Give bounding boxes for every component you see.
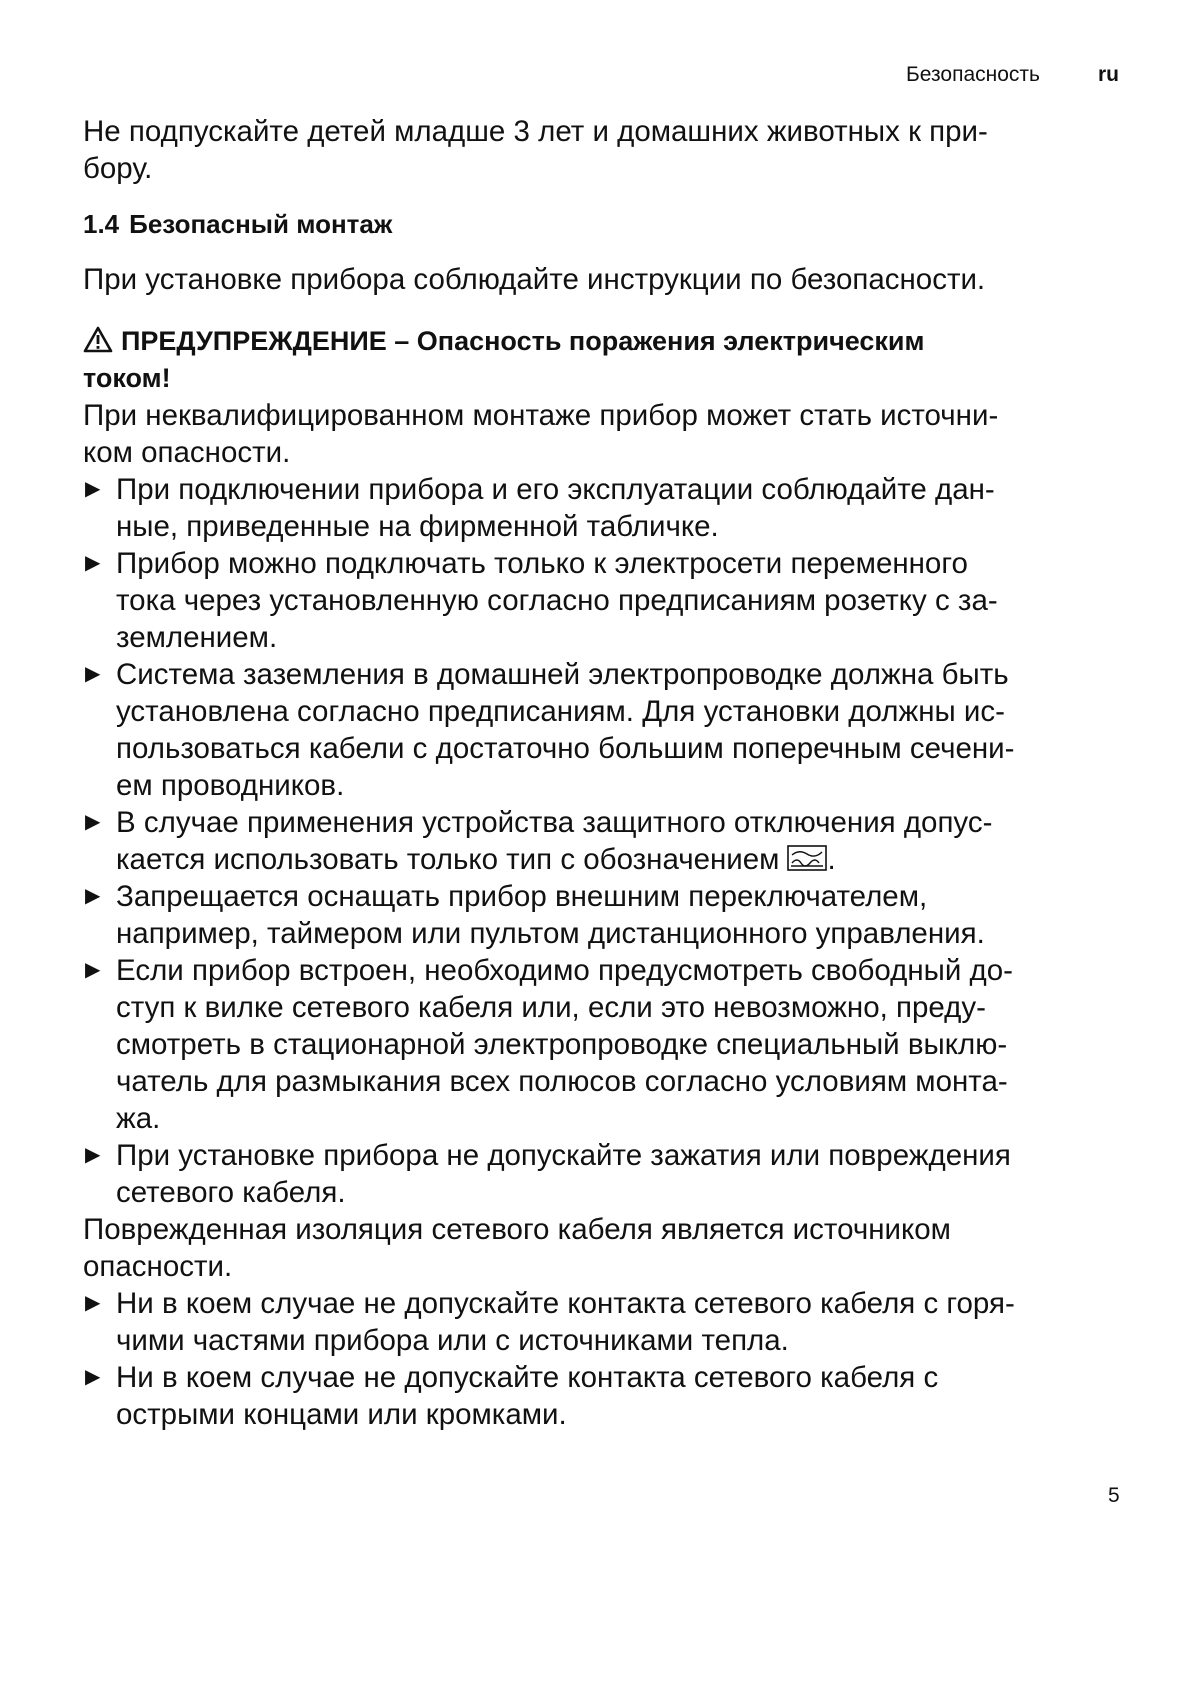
text-line (83, 1211, 1123, 1248)
text-line (83, 545, 1123, 582)
text-line (83, 508, 1123, 545)
line-text: Ни в коем случае не допускайте контакта сетевого кабеля с (116, 1361, 939, 1394)
line-text: острыми концами или кромками. (116, 1398, 567, 1431)
bullet-item (83, 1137, 1123, 1211)
text-line (83, 915, 1123, 952)
text-line (83, 1285, 1123, 1322)
text-line (83, 989, 1123, 1026)
text-line (83, 1137, 1123, 1174)
line-text: чими частями прибора или с источниками тепла. (116, 1324, 789, 1357)
bullet-item (83, 878, 1123, 952)
safety-content (83, 323, 1123, 1433)
line-text: сетевого кабеля. (116, 1176, 346, 1209)
bullet-item (83, 804, 1123, 878)
line-text: установлена согласно предписаниям. Для установки должны ис- (116, 695, 1005, 728)
install-paragraph (83, 261, 1123, 298)
section-number: 1.4 (83, 209, 120, 239)
line-text: Прибор можно подключать только к электросети переменного (116, 547, 968, 580)
line-text: ступ к вилке сетевого кабеля или, если это невозможно, преду- (116, 991, 986, 1024)
warning-triangle-icon (83, 326, 113, 363)
running-header-language: ru (1098, 63, 1119, 86)
paragraph (83, 1211, 1123, 1285)
paragraph (83, 397, 1123, 471)
text-line (83, 1174, 1123, 1211)
text-line (83, 952, 1123, 989)
line-text: смотреть в стационарной электропроводке специальный выклю- (116, 1028, 1008, 1061)
line-text: током! (83, 363, 171, 393)
text-line (83, 434, 1123, 471)
bullet-arrow-icon: ▶ (85, 1144, 101, 1166)
bullet-arrow-icon: ▶ (85, 1292, 101, 1314)
bullet-arrow-icon: ▶ (85, 552, 101, 574)
text-line (83, 582, 1123, 619)
line-text: При установке прибора не допускайте зажатия или повреждения (116, 1139, 1011, 1172)
text-line (83, 1322, 1123, 1359)
line-text: Запрещается оснащать прибор внешним переключателем, (116, 880, 928, 913)
text-line (83, 693, 1123, 730)
bullet-arrow-icon: ▶ (85, 478, 101, 500)
line-text: землением. (116, 621, 278, 654)
line-text: Поврежденная изоляция сетевого кабеля является источником (83, 1213, 951, 1246)
intro-paragraph (83, 113, 1123, 187)
line-text: При подключении прибора и его эксплуатации соблюдайте дан- (116, 473, 995, 506)
section-title: Безопасный монтаж (129, 209, 393, 239)
text-line (83, 360, 1123, 397)
text-line (83, 1359, 1123, 1396)
text-line (83, 1248, 1123, 1285)
line-text: пользоваться кабели с достаточно большим поперечным сечени- (116, 732, 1015, 765)
bullet-item (83, 545, 1123, 656)
text-line: При установке прибора соблюдайте инструкции по безопасности. (83, 263, 986, 296)
line-text: кается использовать только тип с обозначением (116, 843, 780, 876)
line-text: жа. (116, 1102, 161, 1135)
line-text: Система заземления в домашней электропроводке должна быть (116, 658, 1009, 691)
text-line (83, 1396, 1123, 1433)
bullet-item (83, 1285, 1123, 1359)
line-text: Ни в коем случае не допускайте контакта сетевого кабеля с горя- (116, 1287, 1015, 1320)
line-text: ем проводников. (116, 769, 345, 802)
line-text: ные, приведенные на фирменной табличке. (116, 510, 719, 543)
bullet-arrow-icon: ▶ (85, 811, 101, 833)
text-line (83, 471, 1123, 508)
bullet-arrow-icon: ▶ (85, 663, 101, 685)
text-line (83, 1026, 1123, 1063)
text-line: Не подпускайте детей младше 3 лет и домашних животных к при- (83, 115, 988, 148)
bullet-arrow-icon: ▶ (85, 959, 101, 981)
text-line (83, 656, 1123, 693)
text-line (83, 730, 1123, 767)
line-text: чатель для размыкания всех полюсов согласно условиям монта- (116, 1065, 1008, 1098)
text-line (83, 767, 1123, 804)
bullet-item (83, 656, 1123, 804)
text-line (83, 323, 1123, 360)
line-text: тока через установленную согласно предписаниям розетку с за- (116, 584, 998, 617)
bullet-item (83, 952, 1123, 1137)
warning-heading (83, 323, 1123, 397)
text-line (83, 804, 1123, 841)
line-text: В случае применения устройства защитного отключения допус- (116, 806, 993, 839)
text-line (83, 1100, 1123, 1137)
line-text: ком опасности. (83, 436, 291, 469)
page-number: 5 (1108, 1484, 1120, 1507)
rcd-type-symbol-icon (787, 843, 827, 880)
bullet-item (83, 471, 1123, 545)
text-line (83, 397, 1123, 434)
bullet-item (83, 1359, 1123, 1433)
text-line: бору. (83, 152, 153, 185)
line-text: Если прибор встроен, необходимо предусмотреть свободный до- (116, 954, 1013, 987)
bullet-arrow-icon: ▶ (85, 1366, 101, 1388)
text-line (83, 878, 1123, 915)
running-header-section: Безопасность (906, 63, 1040, 86)
line-text: . (827, 843, 836, 876)
text-line (83, 1063, 1123, 1100)
text-line (83, 619, 1123, 656)
line-text: например, таймером или пультом дистанционного управления. (116, 917, 985, 950)
line-text: опасности. (83, 1250, 233, 1283)
text-line (83, 841, 1123, 878)
line-text: При неквалифицированном монтаже прибор может стать источни- (83, 399, 999, 432)
bullet-arrow-icon: ▶ (85, 885, 101, 907)
section-heading (83, 209, 402, 240)
line-text: ПРЕДУПРЕЖДЕНИЕ – Опасность поражения электрическим (121, 326, 925, 356)
